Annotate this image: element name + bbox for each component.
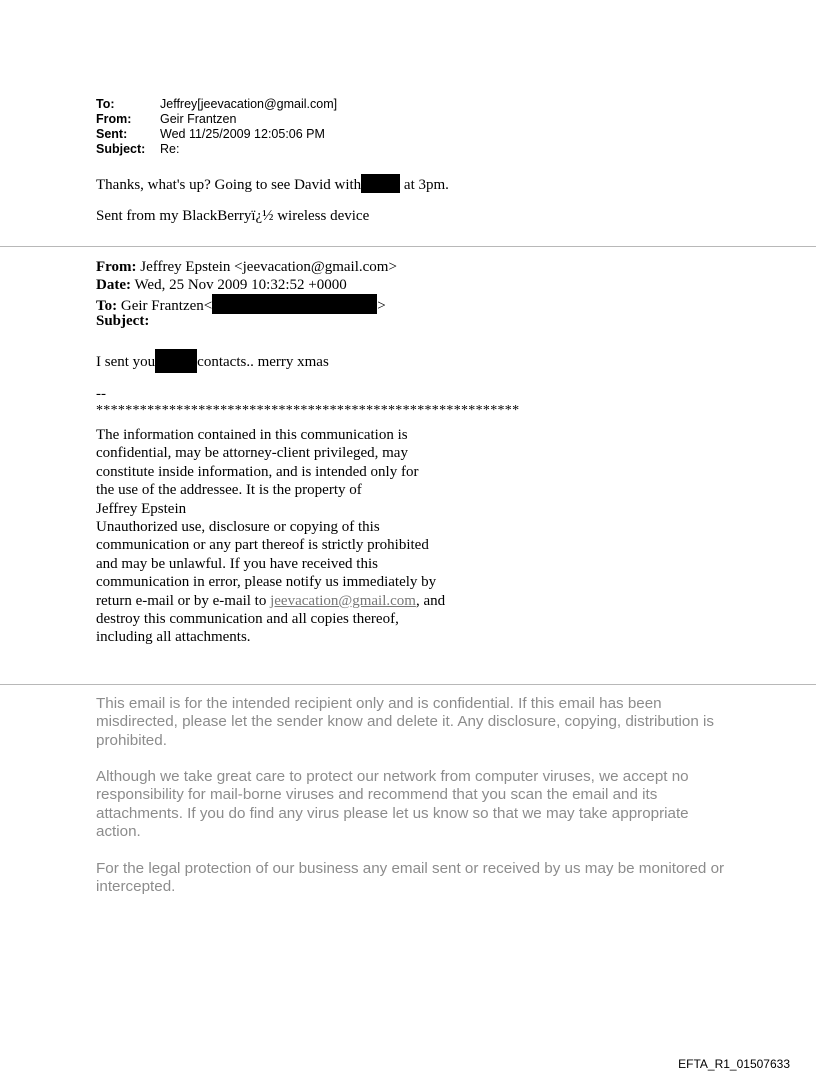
disclaimer-return-a: return e-mail or by e-mail to bbox=[96, 592, 271, 609]
disclaimer-line: communication or any part thereof is strictly prohibited bbox=[96, 537, 429, 554]
quoted-date-label: Date: bbox=[96, 277, 131, 293]
subject-value: Re: bbox=[160, 142, 180, 156]
disclaimer-line: communication in error, please notify us immediately by bbox=[96, 574, 437, 591]
subject-label: Subject: bbox=[96, 142, 146, 156]
footer-notice-3: For the legal protection of our business any email sent or received by us may be monitored or intercepted. bbox=[96, 860, 725, 896]
redaction-box bbox=[155, 349, 197, 373]
quoted-body bbox=[96, 349, 329, 373]
header-subject-row bbox=[96, 142, 337, 157]
reply-text-a: Thanks, what's up? Going to see David with bbox=[96, 177, 362, 193]
disclaimer-line: including all attachments. bbox=[96, 629, 251, 646]
quoted-body-b: contacts.. merry xmas bbox=[197, 354, 329, 370]
disclaimer-return-line bbox=[96, 592, 476, 610]
quoted-subject-label: Subject: bbox=[96, 313, 150, 329]
sent-value: Wed 11/25/2009 12:05:06 PM bbox=[160, 127, 325, 141]
email-header bbox=[96, 97, 337, 157]
quoted-from-line bbox=[96, 258, 397, 276]
stars-line: ********************************************************** bbox=[96, 403, 520, 418]
sig-dash: -- bbox=[96, 386, 106, 402]
disclaimer-line: constitute inside information, and is intended only for bbox=[96, 463, 419, 480]
quoted-to-close: > bbox=[377, 298, 386, 314]
quoted-from-label: From: bbox=[96, 259, 137, 275]
header-sent-row bbox=[96, 127, 337, 142]
divider-bottom bbox=[0, 684, 816, 685]
quoted-subject-line bbox=[96, 312, 149, 330]
footer-notice-1: This email is for the intended recipient only and is confidential. If this email has been misdirected, please let the sender know and delete it. Any disclosure, copying, distribution is prohibited. bbox=[96, 695, 714, 749]
to-value: Jeffrey[jeevacation@gmail.com] bbox=[160, 97, 338, 111]
reply-text-b: at 3pm. bbox=[403, 177, 449, 193]
to-label: To: bbox=[96, 97, 115, 111]
footer-notice-2: Although we take great care to protect our network from computer viruses, we accept no responsibility for mail-borne viruses and recommend that you scan the email and its attachments. If you do find any virus please let us know so that we may take appropriate action. bbox=[96, 768, 689, 841]
reply-line bbox=[96, 174, 449, 194]
email-link[interactable]: jeevacation@gmail.com bbox=[270, 592, 416, 609]
disclaimer-line: destroy this communication and all copies thereof, bbox=[96, 611, 399, 628]
quoted-to-value: Geir Frantzen< bbox=[120, 298, 213, 314]
disclaimer-line: the use of the addressee. It is the property of bbox=[96, 482, 362, 499]
quoted-date-line bbox=[96, 276, 347, 294]
header-to-row bbox=[96, 97, 337, 112]
divider-top bbox=[0, 246, 816, 247]
bates-number: EFTA_R1_01507633 bbox=[678, 1057, 790, 1071]
reply-signature: Sent from my BlackBerryï¿½ wireless device bbox=[96, 208, 370, 224]
disclaimer-line: Unauthorized use, disclosure or copying of this bbox=[96, 519, 380, 536]
quoted-body-a: I sent you bbox=[96, 354, 156, 370]
disclaimer-return-b: , and bbox=[415, 592, 446, 609]
from-value: Geir Frantzen bbox=[160, 112, 237, 126]
disclaimer-line: and may be unlawful. If you have received this bbox=[96, 555, 378, 572]
quoted-from-value: Jeffrey Epstein <jeevacation@gmail.com> bbox=[140, 259, 397, 275]
disclaimer-line: The information contained in this communication is bbox=[96, 427, 408, 443]
header-from-row bbox=[96, 112, 337, 127]
redaction-box bbox=[212, 294, 377, 314]
from-label: From: bbox=[96, 112, 132, 126]
disclaimer-line: Jeffrey Epstein bbox=[96, 500, 187, 517]
confidentiality-disclaimer bbox=[96, 426, 476, 647]
redaction-box bbox=[361, 174, 400, 193]
quoted-date-value: Wed, 25 Nov 2009 10:32:52 +0000 bbox=[134, 277, 347, 293]
disclaimer-line: confidential, may be attorney-client privileged, may bbox=[96, 445, 408, 462]
sent-label: Sent: bbox=[96, 127, 128, 141]
quoted-to-label: To: bbox=[96, 298, 118, 314]
